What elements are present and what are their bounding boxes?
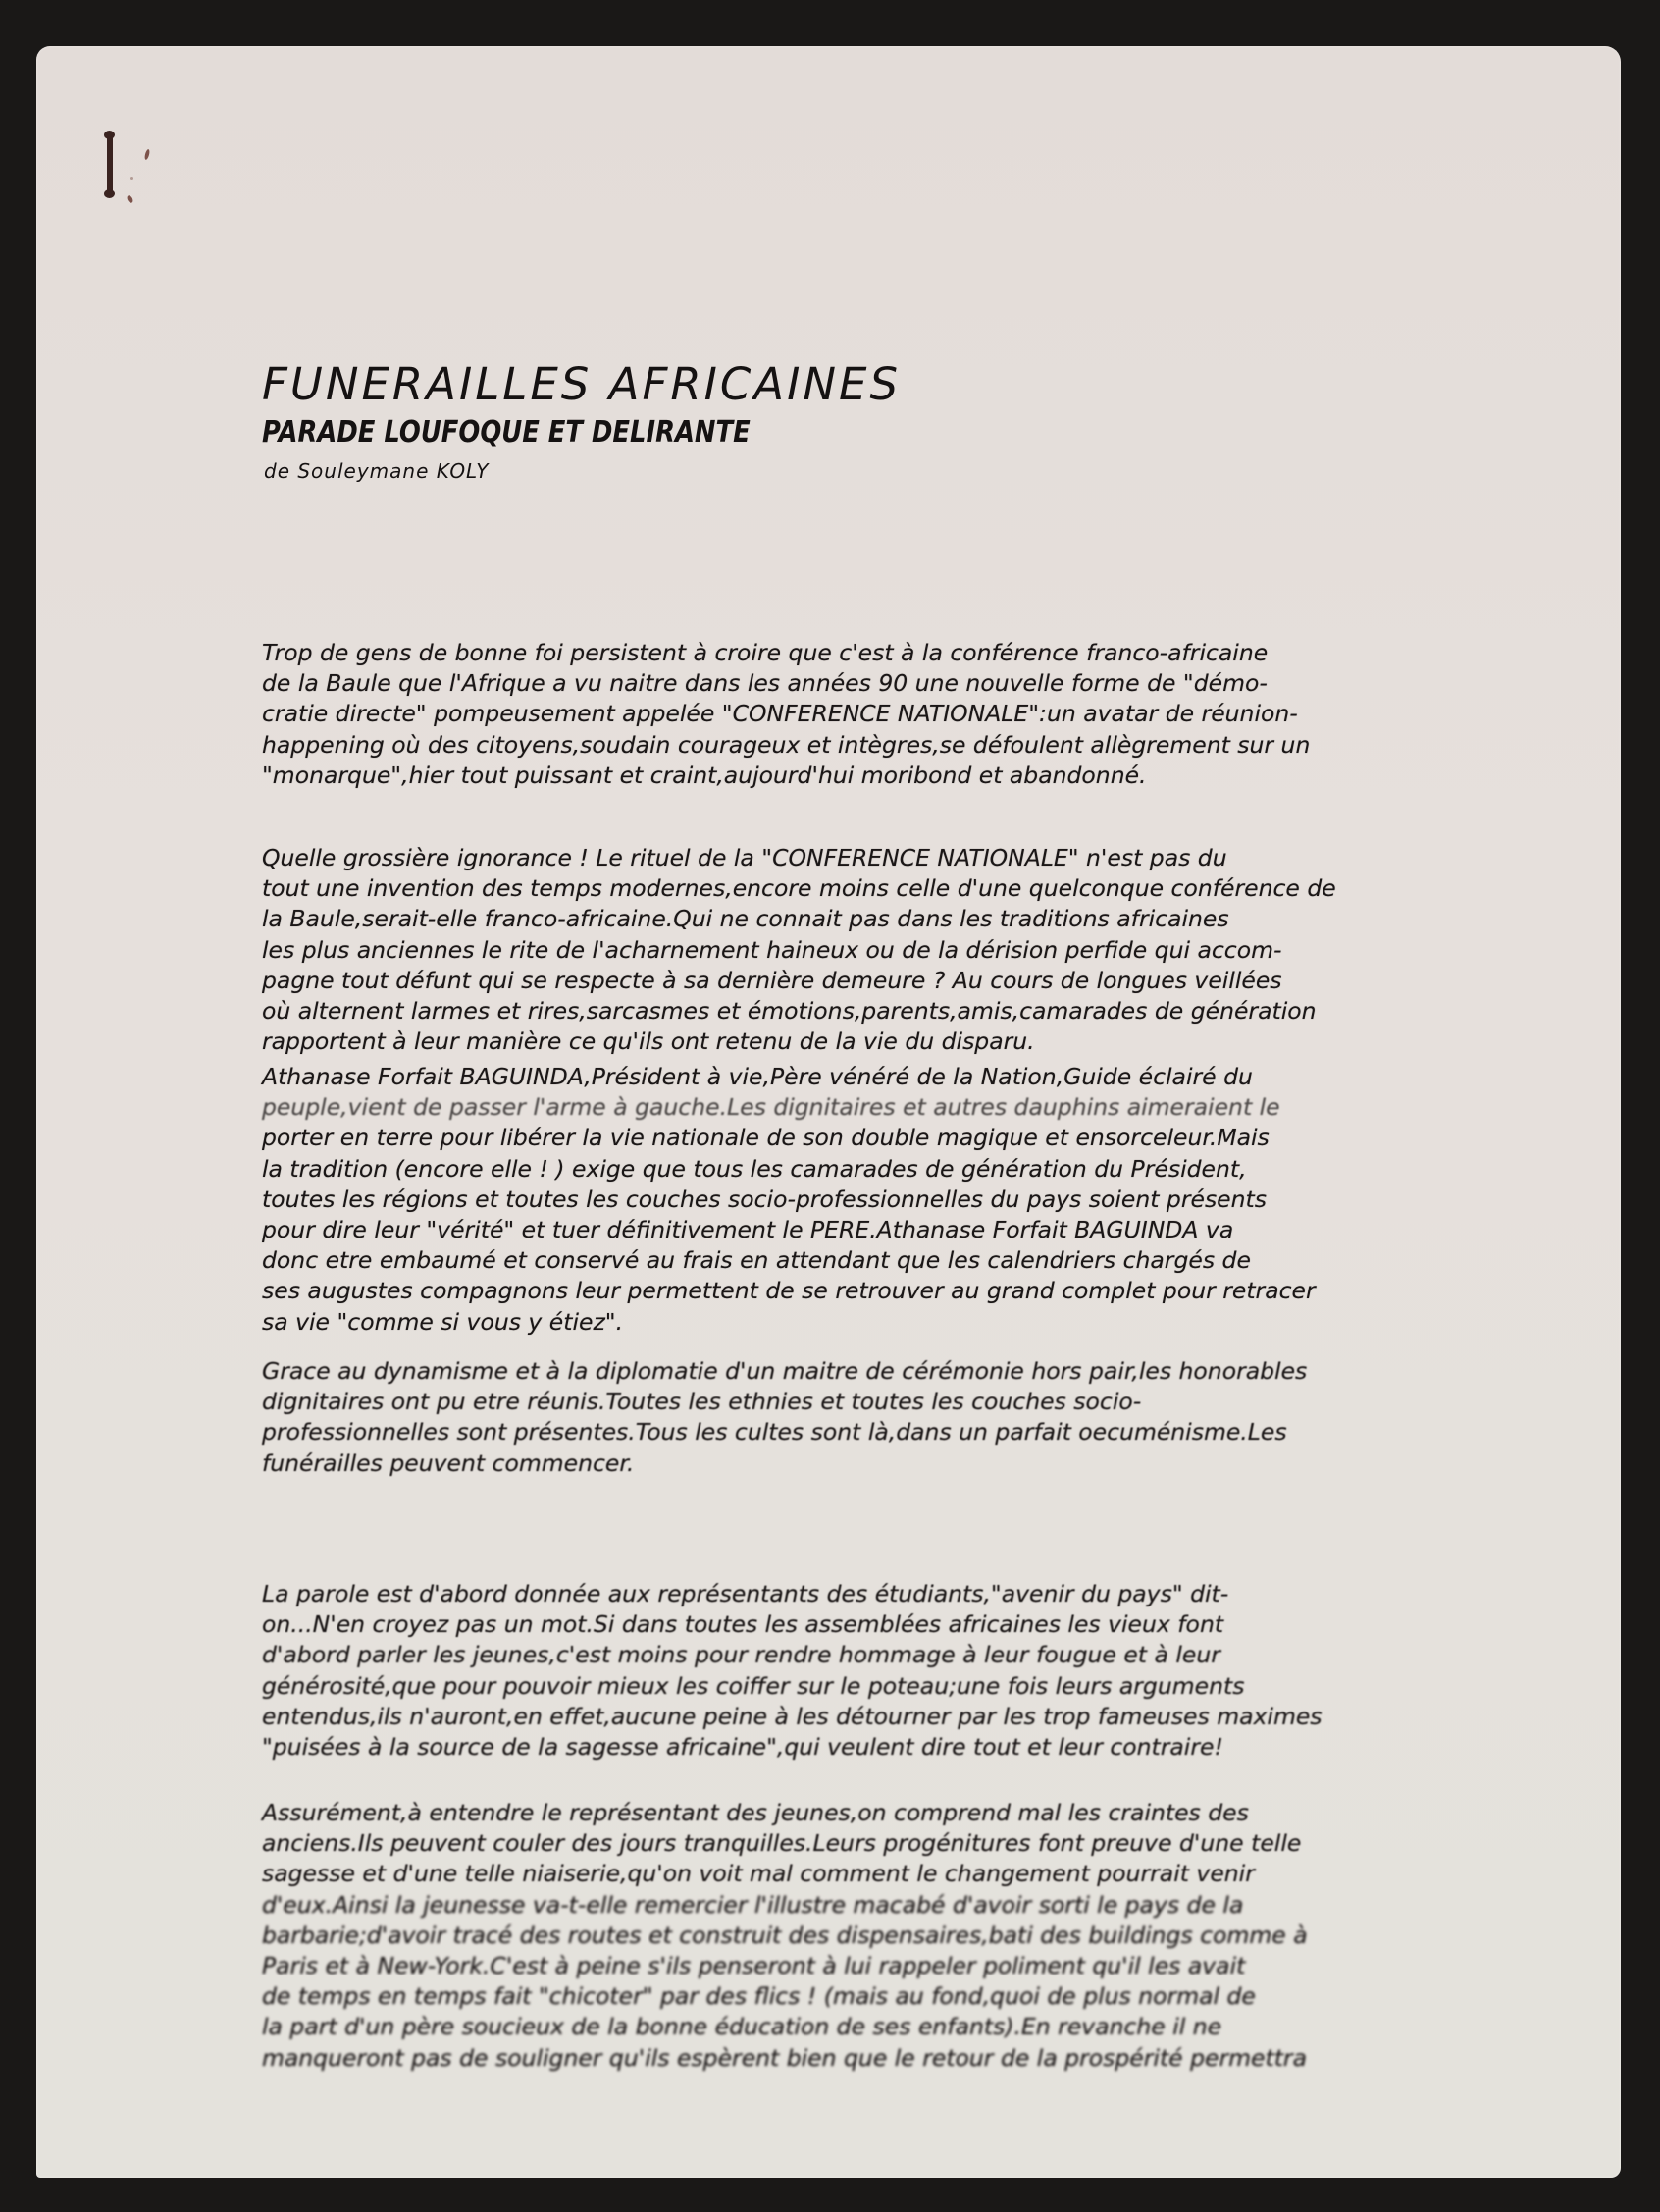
page-number-mark (107, 132, 113, 195)
text-line: cratie directe" pompeusement appelée "CONFERENCE NATIONALE":un avatar de réunion- (262, 700, 1298, 728)
text-line: Assurément,à entendre le représentant des jeunes,on comprend mal les craintes des (262, 1799, 1249, 1826)
paragraph-2 (262, 843, 1621, 1057)
text-line: peuple,vient de passer l'arme à gauche.Les dignitaires et autres dauphins aimeraient le (262, 1093, 1280, 1122)
ink-speck (126, 194, 133, 203)
text-line: "puisées à la source de la sagesse africaine",qui veulent dire tout et leur contraire! (262, 1733, 1223, 1762)
text-line: la part d'un père soucieux de la bonne éducation de ses enfants).En revanche il ne (262, 2013, 1222, 2041)
document-subtitle: PARADE LOUFOQUE ET DELIRANTE (262, 415, 751, 449)
paragraph-6 (262, 1798, 1621, 2074)
paragraph-5 (262, 1579, 1621, 1763)
text-line: happening où des citoyens,soudain courageux et intègres,se défoulent allègrement sur un (262, 730, 1311, 759)
text-line: anciens.Ils peuvent couler des jours tranquilles.Leurs progénitures font preuve d'une telle (262, 1829, 1302, 1858)
text-line: de la Baule que l'Afrique a vu naitre dans les années 90 une nouvelle forme de "démo- (262, 669, 1268, 698)
text-line: toutes les régions et toutes les couches socio-professionnelles du pays soient présents (262, 1185, 1267, 1213)
text-line: on...N'en croyez pas un mot.Si dans toutes les assemblées africaines les vieux font (262, 1610, 1224, 1639)
text-line: la Baule,serait-elle franco-africaine.Qui ne connait pas dans les traditions africaines (262, 905, 1229, 933)
text-line: générosité,que pour pouvoir mieux les coiffer sur le poteau;une fois leurs arguments (262, 1671, 1245, 1700)
document-page (36, 46, 1621, 2178)
text-line: sagesse et d'une telle niaiserie,qu'on voit mal comment le changement pourrait venir (262, 1860, 1255, 1888)
text-line: funérailles peuvent commencer. (262, 1448, 635, 1477)
text-line: La parole est d'abord donnée aux représentants des étudiants,"avenir du pays" dit- (262, 1580, 1229, 1607)
paragraph-4 (262, 1356, 1621, 1479)
text-line: où alternent larmes et rires,sarcasmes et émotions,parents,amis,camarades de génération (262, 997, 1317, 1026)
text-line: d'eux.Ainsi la jeunesse va-t-elle remercier l'illustre macabé d'avoir sorti le pays de la (262, 1890, 1244, 1919)
document-author: de Souleymane KOLY (264, 459, 490, 483)
text-line: donc etre embaumé et conservé au frais en attendant que les calendriers chargés de (262, 1246, 1251, 1275)
text-line: Paris et à New-York.C'est à peine s'ils penseront à lui rappeler poliment qu'il les avait (262, 1952, 1246, 1980)
text-line: Quelle grossière ignorance ! Le rituel de la "CONFERENCE NATIONALE" n'est pas du (262, 844, 1227, 871)
text-line: pour dire leur "vérité" et tuer définitivement le PERE.Athanase Forfait BAGUINDA va (262, 1216, 1234, 1244)
text-line: professionnelles sont présentes.Tous les cultes sont là,dans un parfait oecuménisme.Les (262, 1418, 1287, 1447)
text-line: entendus,ils n'auront,en effet,aucune peine à les détourner par les trop fameuses maximes (262, 1702, 1323, 1730)
title-block (262, 358, 901, 486)
text-line: "monarque",hier tout puissant et craint,aujourd'hui moribond et abandonné. (262, 761, 1147, 789)
text-line: rapportent à leur manière ce qu'ils ont retenu de la vie du disparu. (262, 1027, 1035, 1056)
text-line: porter en terre pour libérer la vie nationale de son double magique et ensorceleur.Mais (262, 1124, 1270, 1152)
text-line: de temps en temps fait "chicoter" par des flics ! (mais au fond,quoi de plus normal de (262, 1982, 1256, 2011)
text-line: sa vie "comme si vous y étiez". (262, 1307, 624, 1336)
text-line: tout une invention des temps modernes,encore moins celle d'une quelconque conférence de (262, 874, 1336, 903)
paragraph-1 (262, 638, 1621, 791)
text-line: manqueront pas de souligner qu'ils espèrent bien que le retour de la prospérité permettra (262, 2043, 1307, 2072)
text-line: d'abord parler les jeunes,c'est moins pour rendre hommage à leur fougue et à leur (262, 1641, 1220, 1669)
paragraph-3 (262, 1062, 1621, 1338)
text-line: barbarie;d'avoir tracé des routes et construit des dispensaires,bati des buildings comme à (262, 1921, 1308, 1949)
document-title: FUNERAILLES AFRICAINES (262, 358, 902, 410)
ink-speck (144, 149, 151, 161)
text-line: pagne tout défunt qui se respecte à sa dernière demeure ? Au cours de longues veillées (262, 966, 1282, 994)
text-line: Grace au dynamisme et à la diplomatie d'un maitre de cérémonie hors pair,les honorables (262, 1357, 1308, 1385)
text-line: la tradition (encore elle ! ) exige que tous les camarades de génération du Président, (262, 1154, 1247, 1183)
text-line: ses augustes compagnons leur permettent de se retrouver au grand complet pour retracer (262, 1277, 1316, 1305)
ink-speck (130, 177, 133, 180)
text-line: Trop de gens de bonne foi persistent à croire que c'est à la conférence franco-africaine (262, 639, 1269, 666)
text-line: Athanase Forfait BAGUINDA,Président à vie,Père vénéré de la Nation,Guide éclairé du (262, 1063, 1253, 1090)
text-line: les plus anciennes le rite de l'acharnement haineux ou de la dérision perfide qui accom- (262, 935, 1282, 964)
text-line: dignitaires ont pu etre réunis.Toutes les ethnies et toutes les couches socio- (262, 1388, 1142, 1416)
